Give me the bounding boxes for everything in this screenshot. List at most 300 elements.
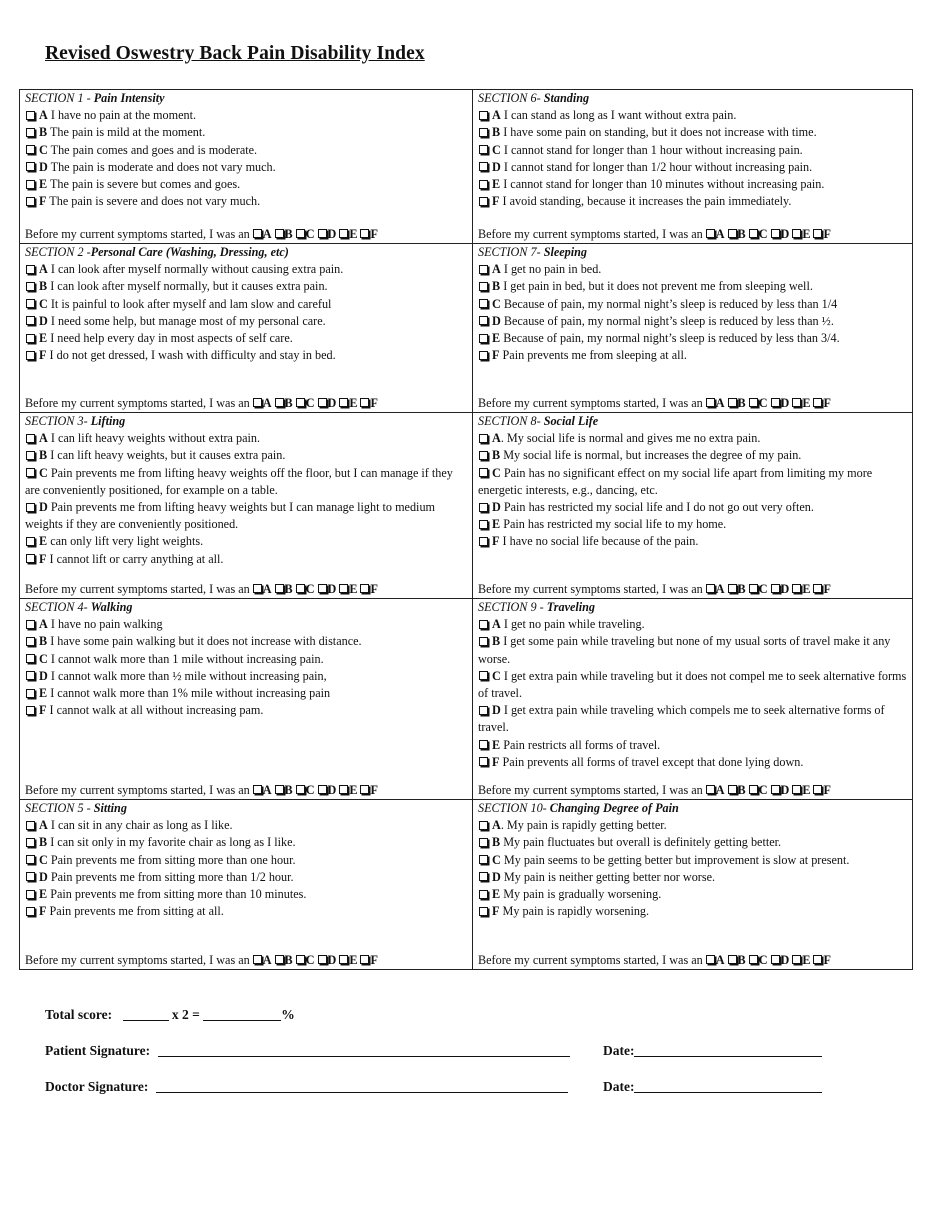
- before-option-letter: C: [305, 395, 315, 410]
- checkbox-icon[interactable]: [813, 955, 822, 964]
- option-text: Pain has restricted my social life to my home.: [500, 517, 727, 532]
- checkbox-icon[interactable]: [749, 229, 758, 238]
- before-option-letter: F: [370, 782, 378, 797]
- section-number: SECTION 10-: [478, 801, 550, 815]
- section-heading: [478, 599, 908, 616]
- section-1: [20, 90, 472, 243]
- checkbox-icon[interactable]: [26, 654, 35, 663]
- checkbox-icon[interactable]: [26, 451, 35, 460]
- checkbox-icon[interactable]: [479, 907, 488, 916]
- checkbox-icon[interactable]: [792, 584, 801, 593]
- checkbox-icon[interactable]: [728, 229, 737, 238]
- checkbox-icon[interactable]: [339, 584, 348, 593]
- option-text: Because of pain, my normal night’s sleep is reduced by less than 3/4.: [500, 331, 840, 346]
- checkbox-icon[interactable]: [479, 757, 488, 766]
- option-letter: F: [39, 551, 47, 566]
- option-letter: B: [39, 448, 48, 463]
- option-letter: D: [492, 869, 501, 884]
- patient-date-row: [603, 1042, 822, 1059]
- checkbox-icon[interactable]: [813, 398, 822, 407]
- option-letter: E: [492, 331, 501, 346]
- section-title: Sitting: [93, 801, 127, 815]
- option-item: [25, 616, 468, 633]
- checkbox-icon[interactable]: [479, 145, 488, 154]
- checkbox-icon[interactable]: [479, 180, 488, 189]
- checkbox-icon[interactable]: [296, 229, 305, 238]
- checkbox-icon[interactable]: [479, 299, 488, 308]
- checkbox-icon[interactable]: [479, 128, 488, 137]
- checkbox-icon[interactable]: [479, 434, 488, 443]
- checkbox-icon[interactable]: [792, 955, 801, 964]
- checkbox-icon[interactable]: [339, 955, 348, 964]
- option-text: I cannot stand for longer than 1 hour without increasing pain.: [500, 142, 803, 157]
- option-letter: A: [492, 108, 501, 123]
- option-item: [478, 261, 908, 278]
- option-text: I cannot walk at all without increasing pam.: [46, 703, 264, 718]
- section-number: SECTION 4-: [25, 600, 91, 614]
- section-cell: [20, 413, 473, 599]
- option-letter: B: [492, 448, 501, 463]
- section-number: SECTION 1 -: [25, 91, 94, 105]
- before-option-letter: C: [758, 581, 768, 596]
- option-letter: B: [492, 279, 501, 294]
- option-item: [478, 313, 908, 330]
- option-item: [478, 124, 908, 141]
- checkbox-icon[interactable]: [26, 537, 35, 546]
- before-symptoms-row: [25, 952, 378, 969]
- checkbox-icon[interactable]: [26, 468, 35, 477]
- option-letter: A: [39, 818, 48, 833]
- checkbox-icon[interactable]: [318, 229, 327, 238]
- checkbox-icon[interactable]: [296, 785, 305, 794]
- before-option-letter: D: [780, 952, 790, 967]
- checkbox-icon[interactable]: [749, 785, 758, 794]
- table-row: [20, 244, 913, 413]
- checkbox-icon[interactable]: [749, 584, 758, 593]
- checkbox-icon[interactable]: [26, 162, 35, 171]
- option-text: The pain is severe but comes and goes.: [47, 177, 241, 192]
- option-text: My pain is rapidly worsening.: [499, 904, 650, 919]
- checkbox-icon[interactable]: [479, 351, 488, 360]
- checkbox-icon[interactable]: [706, 398, 715, 407]
- before-option-letter: B: [284, 952, 293, 967]
- checkbox-icon[interactable]: [706, 955, 715, 964]
- checkbox-icon[interactable]: [479, 740, 488, 749]
- patient-signature-label: Patient Signature:: [45, 1043, 151, 1058]
- option-letter: B: [492, 835, 501, 850]
- section-cell: [473, 599, 913, 800]
- before-option-letter: A: [715, 782, 725, 797]
- option-letter: E: [492, 737, 501, 752]
- before-option-letter: B: [284, 581, 293, 596]
- option-item: [25, 447, 468, 464]
- checkbox-icon[interactable]: [728, 785, 737, 794]
- checkbox-icon[interactable]: [749, 955, 758, 964]
- checkbox-icon[interactable]: [318, 785, 327, 794]
- option-text: I cannot stand for longer than 10 minutes without increasing pain.: [500, 177, 825, 192]
- option-letter: D: [492, 500, 501, 515]
- checkbox-icon[interactable]: [253, 584, 262, 593]
- checkbox-icon[interactable]: [26, 855, 35, 864]
- checkbox-icon[interactable]: [360, 955, 369, 964]
- option-item: [25, 551, 468, 568]
- option-item: [478, 296, 908, 313]
- option-item: [25, 886, 468, 903]
- section-cell: [20, 244, 473, 413]
- checkbox-icon[interactable]: [318, 584, 327, 593]
- checkbox-icon[interactable]: [26, 637, 35, 646]
- before-option-letter: D: [327, 952, 337, 967]
- checkbox-icon[interactable]: [275, 229, 284, 238]
- doctor-date-input[interactable]: [634, 1081, 822, 1093]
- checkbox-icon[interactable]: [792, 398, 801, 407]
- section-title: Sleeping: [543, 245, 588, 259]
- before-option-letter: F: [823, 581, 831, 596]
- option-letter: F: [492, 534, 500, 549]
- checkbox-icon[interactable]: [275, 785, 284, 794]
- option-letter: E: [39, 534, 48, 549]
- checkbox-icon[interactable]: [360, 398, 369, 407]
- checkbox-icon[interactable]: [26, 838, 35, 847]
- checkbox-icon[interactable]: [792, 229, 801, 238]
- checkbox-icon[interactable]: [275, 955, 284, 964]
- checkbox-icon[interactable]: [479, 468, 488, 477]
- option-text: My pain seems to be getting better but improvement is slow at present.: [500, 852, 850, 867]
- checkbox-icon[interactable]: [728, 955, 737, 964]
- checkbox-icon[interactable]: [813, 229, 822, 238]
- checkbox-icon[interactable]: [479, 821, 488, 830]
- option-letter: F: [39, 703, 47, 718]
- before-option-letter: E: [349, 226, 358, 241]
- option-text: The pain is mild at the moment.: [47, 125, 206, 140]
- option-item: [478, 159, 908, 176]
- option-item: [478, 330, 908, 347]
- checkbox-icon[interactable]: [26, 907, 35, 916]
- checkbox-icon[interactable]: [479, 162, 488, 171]
- checkbox-icon[interactable]: [728, 398, 737, 407]
- option-text: I cannot walk more than 1 mile without increasing pain.: [47, 651, 324, 666]
- before-symptoms-row: [478, 782, 831, 799]
- table-row: [20, 800, 913, 970]
- option-item: [478, 516, 908, 533]
- patient-signature-row: [45, 1042, 570, 1059]
- option-text: I cannot walk more than 1% mile without increasing pain: [47, 686, 331, 701]
- checkbox-icon[interactable]: [275, 398, 284, 407]
- checkbox-icon[interactable]: [479, 872, 488, 881]
- doctor-signature-label: Doctor Signature:: [45, 1079, 149, 1094]
- total-score-input[interactable]: [123, 1009, 169, 1021]
- section-heading: [25, 413, 468, 430]
- before-symptoms-label: Before my current symptoms started, I was an: [25, 581, 250, 596]
- option-letter: D: [492, 703, 501, 718]
- option-text: Pain prevents me from sleeping at all.: [499, 348, 687, 363]
- checkbox-icon[interactable]: [253, 955, 262, 964]
- before-option-letter: B: [284, 782, 293, 797]
- checkbox-icon[interactable]: [706, 785, 715, 794]
- before-option-letter: E: [349, 395, 358, 410]
- before-option-letter: E: [802, 782, 811, 797]
- option-letter: F: [492, 194, 500, 209]
- option-item: [25, 903, 468, 920]
- checkbox-icon[interactable]: [339, 229, 348, 238]
- checkbox-icon[interactable]: [318, 955, 327, 964]
- option-letter: C: [39, 651, 48, 666]
- option-letter: A: [39, 262, 48, 277]
- option-text: I get extra pain while traveling which compels me to seek alternative forms of travel.: [478, 703, 885, 735]
- section-title: Lifting: [90, 414, 126, 428]
- option-letter: E: [492, 887, 501, 902]
- option-letter: B: [39, 279, 48, 294]
- before-option-letter: E: [349, 952, 358, 967]
- checkbox-icon[interactable]: [253, 229, 262, 238]
- option-letter: D: [39, 313, 48, 328]
- option-item: [25, 651, 468, 668]
- option-text: Pain has restricted my social life and I do not go out very often.: [500, 500, 814, 515]
- option-letter: B: [492, 125, 501, 140]
- option-item: [478, 702, 908, 736]
- option-letter: E: [39, 331, 48, 346]
- section-heading: [25, 244, 468, 261]
- checkbox-icon[interactable]: [26, 197, 35, 206]
- option-letter: D: [492, 313, 501, 328]
- checkbox-icon[interactable]: [479, 334, 488, 343]
- checkbox-icon[interactable]: [253, 785, 262, 794]
- option-letter: C: [39, 142, 48, 157]
- option-item: [25, 533, 468, 550]
- total-percent-input[interactable]: [203, 1009, 281, 1021]
- section-title: Changing Degree of Pain: [549, 801, 679, 815]
- checkbox-icon[interactable]: [813, 584, 822, 593]
- section-cell: [20, 90, 473, 244]
- checkbox-icon[interactable]: [360, 584, 369, 593]
- doctor-date-label: Date:: [603, 1079, 635, 1094]
- before-option-letter: D: [780, 395, 790, 410]
- table-row: [20, 599, 913, 800]
- before-option-letter: F: [370, 395, 378, 410]
- checkbox-icon[interactable]: [26, 265, 35, 274]
- checkbox-icon[interactable]: [771, 584, 780, 593]
- before-option-letter: E: [349, 782, 358, 797]
- checkbox-icon[interactable]: [479, 265, 488, 274]
- option-letter: C: [39, 852, 48, 867]
- option-item: [25, 159, 468, 176]
- checkbox-icon[interactable]: [479, 537, 488, 546]
- section-number: SECTION 2 -: [25, 245, 91, 259]
- checkbox-icon[interactable]: [253, 398, 262, 407]
- checkbox-icon[interactable]: [296, 955, 305, 964]
- checkbox-icon[interactable]: [813, 785, 822, 794]
- patient-signature-input[interactable]: [158, 1045, 570, 1057]
- option-item: [25, 834, 468, 851]
- checkbox-icon[interactable]: [360, 785, 369, 794]
- before-option-letter: A: [262, 395, 272, 410]
- option-text: I need some help, but manage most of my personal care.: [47, 313, 326, 328]
- checkbox-icon[interactable]: [728, 584, 737, 593]
- before-option-letter: A: [715, 581, 725, 596]
- before-option-letter: D: [780, 581, 790, 596]
- checkbox-icon[interactable]: [479, 671, 488, 680]
- section-title: Standing: [543, 91, 590, 105]
- section-cell: [20, 800, 473, 970]
- section-number: SECTION 9 -: [478, 600, 547, 614]
- checkbox-icon[interactable]: [749, 398, 758, 407]
- before-symptoms-row: [25, 226, 378, 243]
- before-option-letter: F: [823, 782, 831, 797]
- checkbox-icon[interactable]: [771, 398, 780, 407]
- option-text: Pain prevents me from lifting heavy weights but I can manage light to medium weights if they are conveniently positioned.: [25, 500, 436, 532]
- checkbox-icon[interactable]: [479, 282, 488, 291]
- checkbox-icon[interactable]: [479, 451, 488, 460]
- option-item: [25, 313, 468, 330]
- option-letter: F: [492, 904, 500, 919]
- checkbox-icon[interactable]: [339, 398, 348, 407]
- patient-date-input[interactable]: [634, 1045, 822, 1057]
- option-text: I get pain in bed, but it does not prevent me from sleeping well.: [500, 279, 813, 294]
- checkbox-icon[interactable]: [479, 706, 488, 715]
- option-letter: D: [492, 159, 501, 174]
- option-text: Because of pain, my normal night’s sleep is reduced by less than 1/4: [500, 296, 838, 311]
- checkbox-icon[interactable]: [26, 180, 35, 189]
- before-option-letter: B: [737, 581, 746, 596]
- before-symptoms-row: [478, 226, 831, 243]
- checkbox-icon[interactable]: [26, 111, 35, 120]
- checkbox-icon[interactable]: [26, 351, 35, 360]
- option-item: [25, 296, 468, 313]
- checkbox-icon[interactable]: [706, 229, 715, 238]
- option-item: [478, 107, 908, 124]
- checkbox-icon[interactable]: [26, 316, 35, 325]
- before-option-letter: E: [349, 581, 358, 596]
- checkbox-icon[interactable]: [26, 821, 35, 830]
- checkbox-icon[interactable]: [296, 398, 305, 407]
- checkbox-icon[interactable]: [26, 503, 35, 512]
- checkbox-icon[interactable]: [26, 706, 35, 715]
- doctor-signature-input[interactable]: [156, 1081, 568, 1093]
- patient-date-label: Date:: [603, 1043, 635, 1058]
- option-item: [478, 447, 908, 464]
- section-number: SECTION 7-: [478, 245, 544, 259]
- checkbox-icon[interactable]: [26, 890, 35, 899]
- checkbox-icon[interactable]: [706, 584, 715, 593]
- checkbox-icon[interactable]: [479, 838, 488, 847]
- checkbox-icon[interactable]: [479, 111, 488, 120]
- before-option-letter: D: [780, 782, 790, 797]
- section-3: [20, 244, 472, 412]
- option-letter: C: [492, 142, 501, 157]
- checkbox-icon[interactable]: [318, 398, 327, 407]
- option-text: I get no pain while traveling.: [500, 617, 645, 632]
- before-symptoms-row: [478, 395, 831, 412]
- checkbox-icon[interactable]: [771, 955, 780, 964]
- checkbox-icon[interactable]: [479, 520, 488, 529]
- total-multiplier: x 2 =: [168, 1007, 204, 1022]
- before-symptoms-label: Before my current symptoms started, I was an: [478, 226, 703, 241]
- option-item: [478, 193, 908, 210]
- checkbox-icon[interactable]: [792, 785, 801, 794]
- checkbox-icon[interactable]: [479, 890, 488, 899]
- option-text: I can look after myself normally, but it causes extra pain.: [47, 279, 328, 294]
- option-item: [478, 176, 908, 193]
- section-heading: [25, 90, 468, 107]
- option-item: [478, 430, 908, 447]
- checkbox-icon[interactable]: [339, 785, 348, 794]
- option-letter: C: [39, 465, 48, 480]
- checkbox-icon[interactable]: [479, 637, 488, 646]
- option-text: can only lift very light weights.: [47, 534, 204, 549]
- checkbox-icon[interactable]: [296, 584, 305, 593]
- checkbox-icon[interactable]: [26, 434, 35, 443]
- before-option-letter: C: [758, 952, 768, 967]
- option-text: I need help every day in most aspects of self care.: [47, 331, 293, 346]
- section-heading: [478, 800, 908, 817]
- checkbox-icon[interactable]: [26, 620, 35, 629]
- checkbox-icon[interactable]: [479, 855, 488, 864]
- option-letter: D: [39, 159, 48, 174]
- option-letter: D: [39, 668, 48, 683]
- before-option-letter: B: [737, 395, 746, 410]
- checkbox-icon[interactable]: [26, 689, 35, 698]
- before-symptoms-label: Before my current symptoms started, I was an: [478, 782, 703, 797]
- before-option-letter: B: [284, 395, 293, 410]
- checkbox-icon[interactable]: [479, 316, 488, 325]
- option-item: [478, 347, 908, 364]
- table-row: [20, 413, 913, 599]
- option-letter: C: [492, 296, 501, 311]
- option-text: Because of pain, my normal night’s sleep is reduced by less than ½.: [500, 313, 834, 328]
- checkbox-icon[interactable]: [479, 620, 488, 629]
- option-letter: C: [492, 465, 501, 480]
- section-title: Pain Intensity: [93, 91, 165, 105]
- option-letter: B: [492, 634, 501, 649]
- option-letter: B: [39, 634, 48, 649]
- checkbox-icon[interactable]: [479, 197, 488, 206]
- option-letter: E: [39, 177, 48, 192]
- section-number: SECTION 8-: [478, 414, 544, 428]
- option-text: The pain is severe and does not vary much.: [46, 194, 261, 209]
- option-text: I can sit in any chair as long as I like.: [47, 818, 233, 833]
- checkbox-icon[interactable]: [26, 299, 35, 308]
- checkbox-icon[interactable]: [26, 145, 35, 154]
- option-item: [478, 633, 908, 667]
- checkbox-icon[interactable]: [360, 229, 369, 238]
- before-symptoms-row: [25, 395, 378, 412]
- option-item: [478, 278, 908, 295]
- option-item: [478, 852, 908, 869]
- option-text: I can look after myself normally without causing extra pain.: [47, 262, 344, 277]
- checkbox-icon[interactable]: [26, 282, 35, 291]
- option-text: Pain has no significant effect on my social life apart from limiting my more energetic interests, e.g., dancing, etc.: [478, 465, 873, 497]
- checkbox-icon[interactable]: [26, 554, 35, 563]
- section-number: SECTION 5 -: [25, 801, 94, 815]
- option-text: I cannot lift or carry anything at all.: [46, 551, 224, 566]
- checkbox-icon[interactable]: [771, 785, 780, 794]
- option-item: [478, 737, 908, 754]
- checkbox-icon[interactable]: [479, 503, 488, 512]
- option-item: [478, 754, 908, 771]
- checkbox-icon[interactable]: [771, 229, 780, 238]
- checkbox-icon[interactable]: [26, 128, 35, 137]
- before-option-letter: B: [737, 782, 746, 797]
- option-text: I can lift heavy weights without extra pain.: [47, 431, 261, 446]
- section-title: Walking: [90, 600, 133, 614]
- option-item: [478, 869, 908, 886]
- checkbox-icon[interactable]: [26, 671, 35, 680]
- checkbox-icon[interactable]: [26, 872, 35, 881]
- checkbox-icon[interactable]: [275, 584, 284, 593]
- before-option-letter: C: [305, 581, 315, 596]
- checkbox-icon[interactable]: [26, 334, 35, 343]
- option-item: [25, 852, 468, 869]
